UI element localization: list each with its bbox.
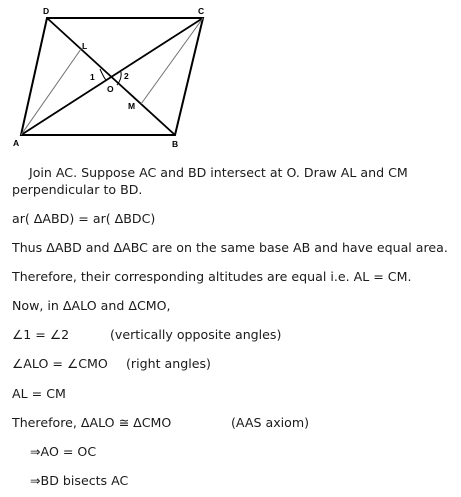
proof-ao-equals-oc: ⇒AO = OC: [30, 444, 97, 459]
proof-intro-line-1: Join AC. Suppose AC and BD intersect at O. Draw AL and CM: [29, 165, 408, 180]
proof-angle-equality: [12, 327, 281, 343]
diagonal-bd: [47, 18, 175, 135]
proof-right-angle-equality: [12, 356, 211, 372]
proof-intro-line-2: perpendicular to BD.: [12, 182, 143, 197]
proof-altitudes: Therefore, their corresponding altitudes are equal i.e. AL = CM.: [12, 269, 412, 284]
right-angle-reason: (right angles): [126, 356, 211, 371]
label-o: O: [107, 84, 114, 94]
congruence-reason: (AAS axiom): [231, 415, 310, 430]
right-angle-statement: ∠ALO = ∠CMO: [12, 356, 108, 371]
label-c: C: [198, 6, 205, 16]
label-angle-1: 1: [90, 72, 95, 82]
angle-equality-statement: ∠1 = ∠2: [12, 327, 70, 342]
proof-conclusion: ⇒BD bisects AC: [30, 473, 129, 488]
label-b: B: [172, 139, 179, 149]
proof-same-base: Thus ΔABD and ΔABC are on the same base AB and have equal area.: [12, 240, 448, 255]
parallelogram-figure: [0, 0, 461, 160]
label-a: A: [13, 138, 20, 148]
label-l: L: [82, 41, 88, 51]
label-angle-2: 2: [124, 71, 129, 81]
angle-equality-reason: (vertically opposite angles): [110, 327, 282, 342]
label-d: D: [43, 6, 50, 16]
congruence-statement: Therefore, ΔALO ≅ ΔCMO: [12, 415, 172, 430]
label-m: M: [128, 101, 136, 111]
proof-now-in: Now, in ΔALO and ΔCMO,: [12, 298, 171, 313]
proof-congruence: [12, 415, 309, 431]
proof-al-equals-cm: AL = CM: [12, 386, 66, 401]
proof-area-equal: ar( ΔABD) = ar( ΔBDC): [12, 211, 156, 226]
